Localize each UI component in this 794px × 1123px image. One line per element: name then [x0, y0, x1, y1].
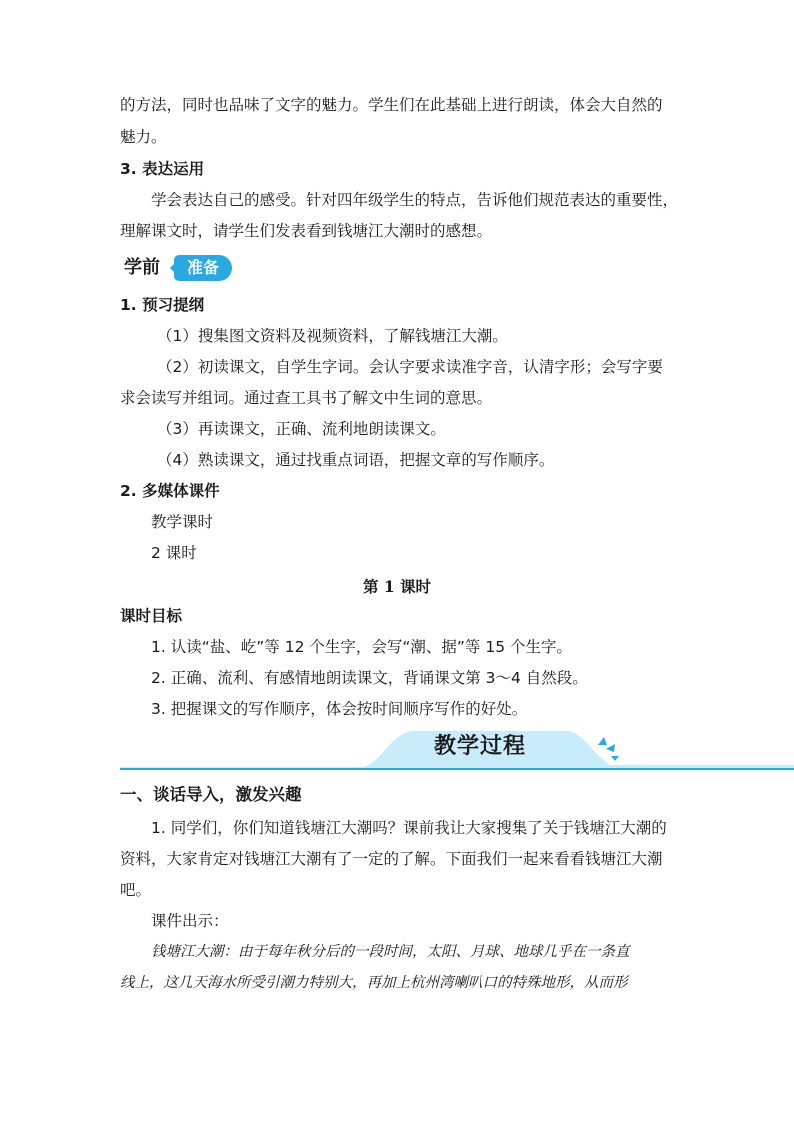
teaching-periods-value: 2 课时: [151, 544, 197, 562]
banner-splash-icon: [598, 737, 619, 761]
section3-paragraph-line-1: 学会表达自己的感受。针对四年级学生的特点，告诉他们规范表达的重要性，: [151, 191, 679, 209]
process-p1-line-2: 资料，大家肯定对钱塘江大潮有了一定的了解。下面我们一起来看看钱塘江大潮: [120, 850, 663, 868]
preview-item-2-line-1: （2）初读课文，自学生字词。会认字要求读准字音，认清字形；会写字要: [157, 358, 663, 376]
lesson-title: 第 1 课时: [362, 577, 432, 596]
teaching-periods-label: 教学课时: [151, 513, 214, 531]
section-heading-expression: 3. 表达运用: [120, 160, 205, 178]
badge-label-left: 学前: [124, 257, 160, 278]
courseware-line-1: 钱塘江大潮：由于每年秋分后的一段时间，太阳、月球、地球几乎在一条直: [151, 944, 630, 960]
preparation-badge: [120, 252, 232, 284]
banner-title: 教学过程: [434, 734, 527, 759]
intro-line-2: 魅力。: [120, 128, 167, 146]
teaching-process-banner: [0, 725, 794, 775]
multimedia-heading: 2. 多媒体课件: [120, 482, 220, 500]
lesson-goals-heading: 课时目标: [120, 607, 183, 625]
preview-item-3: （3）再读课文，正确、流利地朗读课文。: [157, 420, 446, 438]
process-p1-line-1: 1. 同学们，你们知道钱塘江大潮吗？课前我让大家搜集了关于钱塘江大潮的: [151, 819, 667, 837]
section3-paragraph-line-2: 理解课文时，请学生们发表看到钱塘江大潮时的感想。: [120, 222, 493, 240]
process-heading: 一、谈话导入，激发兴趣: [120, 785, 302, 804]
intro-line-1: 的方法，同时也品味了文字的魅力。学生们在此基础上进行朗读，体会大自然的: [120, 96, 663, 114]
process-p1-line-3: 吧。: [120, 881, 152, 899]
preview-item-4: （4）熟读课文，通过找重点词语，把握文章的写作顺序。: [157, 451, 555, 469]
lesson-goal-3: 3. 把握课文的写作顺序，体会按时间顺序写作的好处。: [151, 700, 528, 718]
courseware-line-2: 线上，这几天海水所受引潮力特别大，再加上杭州湾喇叭口的特殊地形，从而形: [120, 975, 628, 991]
banner-wave-shape: [0, 725, 794, 775]
courseware-label: 课件出示：: [151, 912, 229, 930]
badge-label-right: 准备: [174, 255, 232, 281]
preview-item-1: （1）搜集图文资料及视频资料，了解钱塘江大潮。: [157, 327, 508, 345]
preview-item-2-line-2: 求会读写并组词。通过查工具书了解文中生词的意思。: [120, 389, 493, 407]
preview-heading: 1. 预习提纲: [120, 296, 205, 314]
lesson-goal-1: 1. 认读“盐、屹”等 12 个生字，会写“潮、据”等 15 个生字。: [151, 638, 572, 656]
lesson-goal-2: 2. 正确、流利、有感情地朗读课文，背诵课文第 3～4 自然段。: [151, 669, 588, 687]
